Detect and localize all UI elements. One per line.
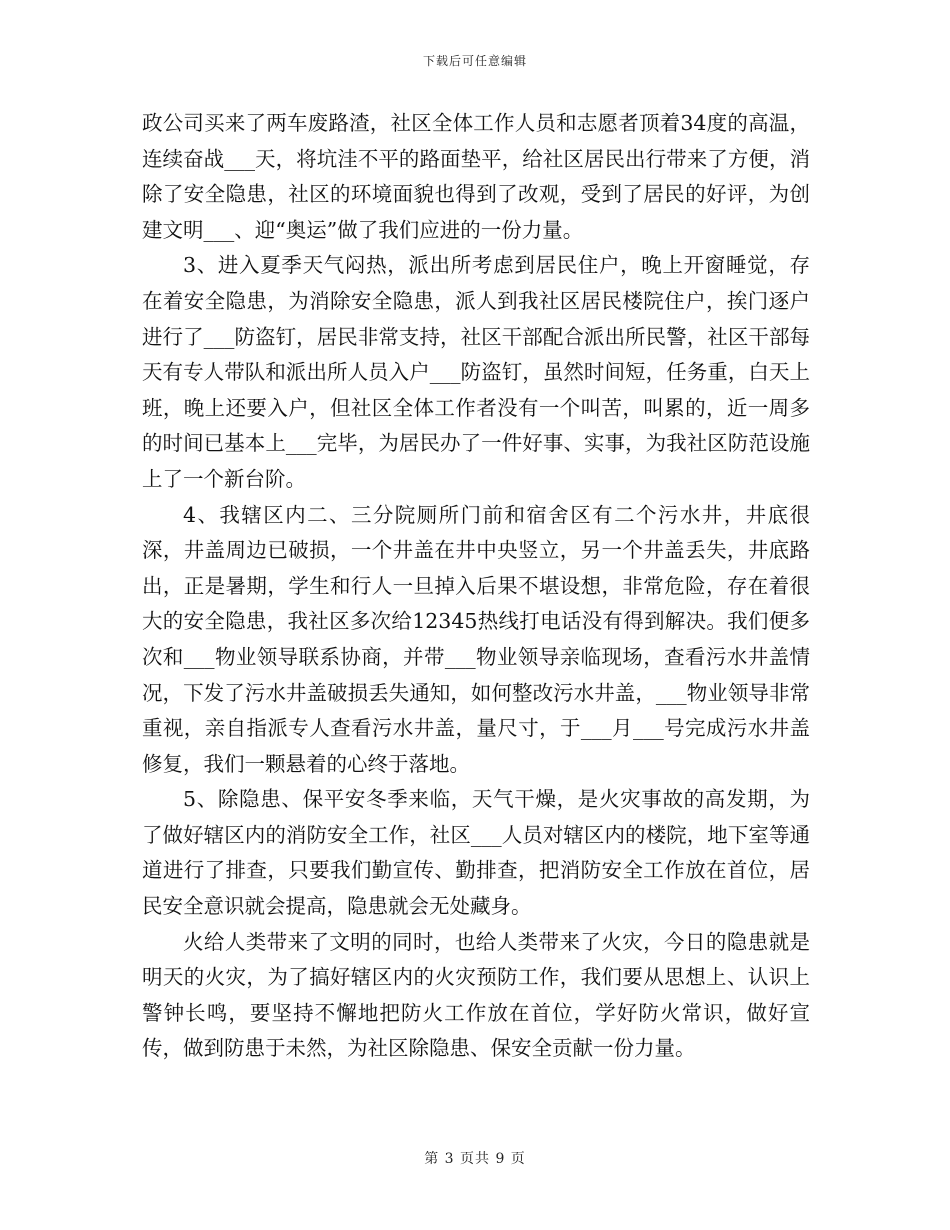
paragraph-item-3: 3、进入夏季天气闷热，派出所考虑到居民住户，晚上开窗睡觉，存在着安全隐患，为消除安全隐患，派人到我社区居民楼院住户，挨门逐户进行了___防盗钉，居民非常支持，社区干部配合派出所民警，社区干部每天有专人带队和派出所人员入户___防盗钉，虽然时间短，任务重，白天上班，晚上还要入户，但社区全体工作者没有一个叫苦，叫累的，近一周多的时间已基本上___完毕，为居民办了一件好事、实事，为我社区防范设施上了一个新台阶。 (142, 253, 810, 491)
page-header: 下载后可任意编辑 (422, 54, 527, 68)
paragraph-item-4: 4、我辖区内二、三分院厕所门前和宿舍区有二个污水井，井底很深，井盖周边已破损，一个井盖在井中央竖立，另一个井盖丢失，井底路出，正是暑期，学生和行人一旦掉入后果不堪设想，非常危险，存在着很大的安全隐患，我社区多次给12345热线打电话没有得到解决。我们便多次和___物业领导联系协商，并带___物业领导亲临现场，查看污水井盖情况，下发了污水井盖破损丢失通知，如何整改污水井盖，___物业领导非常重视，亲自指派专人查看污水井盖，量尺寸，于___月___号完成污水井盖修复，我们一颗悬着的心终于落地。 (142, 502, 810, 776)
page-number-footer: 第 3 页共 9 页 (424, 1151, 526, 1167)
paragraph-item-5: 5、除隐患、保平安冬季来临，天气干燥，是火灾事故的高发期，为了做好辖区内的消防安全工作，社区___人员对辖区内的楼院，地下室等通道进行了排查，只要我们勤宣传、勤排查，把消防安全工作放在首位，居民安全意识就会提高，隐患就会无处藏身。 (142, 787, 810, 919)
paragraph-conclusion: 火给人类带来了文明的同时，也给人类带来了火灾，今日的隐患就是明天的火灾，为了搞好辖区内的火灾预防工作，我们要从思想上、认识上警钟长鸣，要坚持不懈地把防火工作放在首位，学好防火常识，做好宣传，做到防患于未然，为社区除隐患、保安全贡献一份力量。 (142, 929, 810, 1061)
paragraph-continuation: 政公司买来了两车废路渣，社区全体工作人员和志愿者顶着34度的高温，连续奋战___天，将坑洼不平的路面垫平，给社区居民出行带来了方便，消除了安全隐患，社区的环境面貌也得到了改观，受到了居民的好评，为创建文明___、迎“奥运”做了我们应进的一份力量。 (142, 111, 810, 242)
document-body (142, 106, 810, 1067)
